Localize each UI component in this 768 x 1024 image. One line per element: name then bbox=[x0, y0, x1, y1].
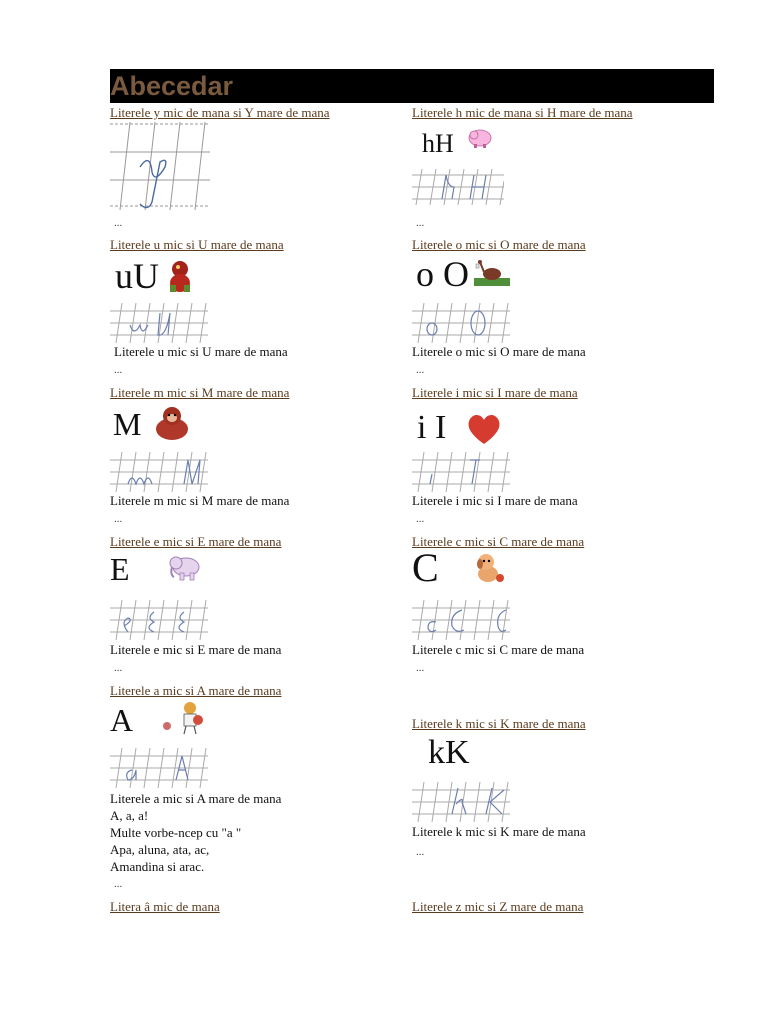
dog-icon bbox=[472, 552, 506, 584]
cursive-e-strip bbox=[110, 600, 208, 640]
poem-line-1: A, a, a! bbox=[110, 808, 149, 823]
cursive-o-strip bbox=[412, 303, 510, 343]
caption-c: Literele c mic si C mare de mana bbox=[412, 642, 585, 657]
red-toy-icon bbox=[164, 255, 196, 293]
ellipsis-i: ... bbox=[416, 513, 425, 525]
monkey-icon bbox=[152, 405, 194, 441]
link-z[interactable]: Literele z mic si Z mare de mana bbox=[412, 899, 584, 914]
ellipsis-k: ... bbox=[416, 846, 425, 858]
big-letters-k: kK bbox=[428, 734, 470, 771]
link-e[interactable]: Literele e mic si E mare de mana bbox=[110, 534, 282, 549]
cursive-i-strip bbox=[412, 452, 510, 492]
link-y[interactable]: Literele y mic de mana si Y mare de mana bbox=[110, 105, 330, 120]
ellipsis-o: ... bbox=[416, 364, 425, 376]
ellipsis-a: ... bbox=[114, 878, 123, 890]
cursive-y-icon bbox=[110, 122, 210, 210]
poem-line-3: Apa, aluna, ata, ac, bbox=[110, 842, 210, 857]
children-icon bbox=[158, 700, 208, 736]
cursive-u-strip bbox=[110, 303, 208, 343]
cursive-a-strip bbox=[110, 748, 208, 788]
caption-e: Literele e mic si E mare de mana bbox=[110, 642, 282, 657]
poem-line-2: Multe vorbe-ncep cu "a " bbox=[110, 825, 242, 840]
link-a-circumflex[interactable]: Litera â mic de mana bbox=[110, 899, 220, 914]
big-letters-e: E bbox=[110, 551, 130, 587]
big-letters-h: hH bbox=[422, 129, 454, 158]
ellipsis-c: ... bbox=[416, 662, 425, 674]
ellipsis-m: ... bbox=[114, 513, 123, 525]
link-m[interactable]: Literele m mic si M mare de mana bbox=[110, 385, 290, 400]
heart-icon bbox=[466, 412, 502, 446]
link-h[interactable]: Literele h mic de mana si H mare de mana bbox=[412, 105, 633, 120]
pink-pig-icon bbox=[466, 125, 494, 149]
link-i[interactable]: Literele i mic si I mare de mana bbox=[412, 385, 578, 400]
caption-o: Literele o mic si O mare de mana bbox=[412, 344, 586, 359]
cursive-c-strip bbox=[412, 600, 510, 640]
ellipsis-e: ... bbox=[114, 662, 123, 674]
link-o[interactable]: Literele o mic si O mare de mana bbox=[412, 237, 586, 252]
big-letters-i: i I bbox=[417, 409, 447, 446]
big-letters-o: o O bbox=[416, 254, 469, 294]
page-header bbox=[110, 69, 714, 103]
caption-m: Literele m mic si M mare de mana bbox=[110, 493, 290, 508]
caption-a: Literele a mic si A mare de mana bbox=[110, 791, 282, 806]
poem-line-4: Amandina si arac. bbox=[110, 859, 205, 874]
big-letters-c: C bbox=[412, 545, 439, 590]
cursive-h-strip bbox=[412, 169, 504, 205]
caption-i: Literele i mic si I mare de mana bbox=[412, 493, 578, 508]
caption-u: Literele u mic si U mare de mana bbox=[114, 344, 288, 359]
big-letters-m: M bbox=[113, 406, 142, 442]
ellipsis-u: ... bbox=[114, 364, 123, 376]
link-c[interactable]: Literele c mic si C mare de mana bbox=[412, 534, 585, 549]
cursive-k-strip bbox=[412, 782, 510, 822]
caption-k: Literele k mic si K mare de mana bbox=[412, 824, 586, 839]
ellipsis-h: ... bbox=[416, 217, 425, 229]
cursive-m-strip bbox=[110, 452, 208, 492]
link-u[interactable]: Literele u mic si U mare de mana bbox=[110, 237, 284, 252]
ostrich-icon bbox=[474, 260, 510, 288]
link-k[interactable]: Literele k mic si K mare de mana bbox=[412, 716, 586, 731]
link-a[interactable]: Literele a mic si A mare de mana bbox=[110, 683, 282, 698]
ellipsis-y: ... bbox=[114, 217, 123, 229]
page-title: Abecedar bbox=[110, 71, 234, 101]
elephant-icon bbox=[168, 553, 204, 581]
big-letters-a: A bbox=[110, 702, 134, 738]
big-letters-u: uU bbox=[115, 256, 159, 296]
